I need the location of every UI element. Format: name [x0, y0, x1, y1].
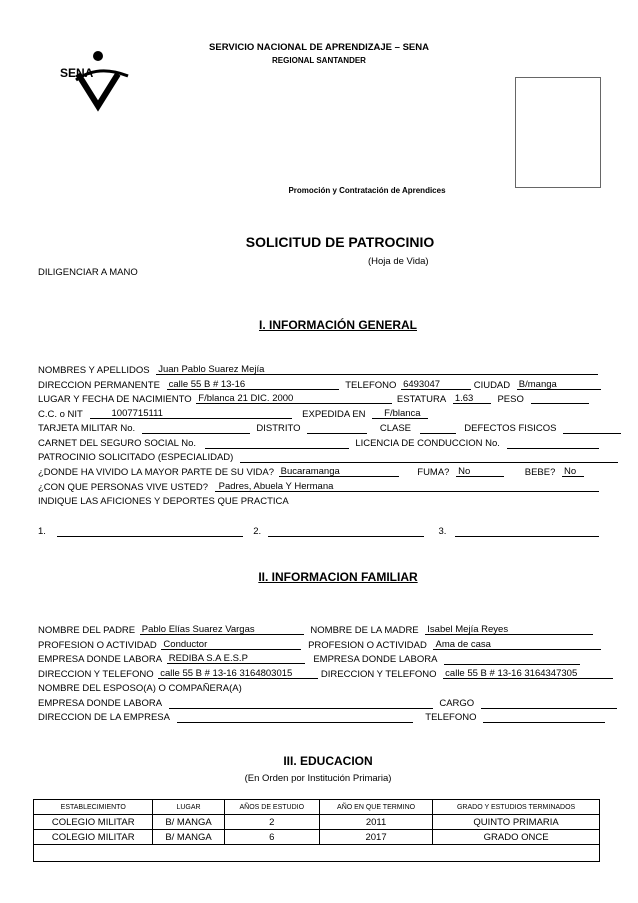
row-esposo — [38, 682, 600, 695]
cc-field[interactable]: 1007715111 — [90, 408, 292, 419]
diremp-field[interactable] — [177, 711, 413, 723]
education-table — [33, 799, 600, 862]
row-dirtel — [38, 668, 600, 681]
bebe-field[interactable]: No — [562, 466, 584, 477]
dir2-label: DIRECCION Y TELEFONO — [320, 669, 437, 680]
cell[interactable]: GRADO ONCE — [433, 830, 600, 845]
emp3-label: EMPRESA DONDE LABORA — [38, 698, 163, 709]
row-direccion-empresa — [38, 711, 600, 724]
vivido-label: ¿DONDE HA VIVIDO LA MAYOR PARTE DE SU VIDA? — [38, 467, 274, 478]
tarjeta-field[interactable] — [142, 422, 250, 434]
carnet-field[interactable] — [205, 437, 349, 449]
vivido-field[interactable]: Bucaramanga — [279, 466, 399, 477]
cell[interactable]: COLEGIO MILITAR — [34, 830, 153, 845]
expedida-field[interactable]: F/blanca — [372, 408, 428, 419]
telefono-label: TELEFONO — [345, 380, 397, 391]
cell[interactable]: COLEGIO MILITAR — [34, 815, 153, 830]
defectos-field[interactable] — [563, 422, 621, 434]
table-row — [34, 815, 600, 830]
table-row — [34, 830, 600, 845]
col-establecimiento: ESTABLECIMIENTO — [34, 800, 153, 815]
peso-label: PESO — [497, 394, 524, 405]
row-vivido — [38, 466, 600, 479]
row-nombres — [38, 364, 600, 377]
padre-label: NOMBRE DEL PADRE — [38, 625, 136, 636]
vive-field[interactable]: Padres, Abuela Y Hermana — [215, 481, 599, 492]
aficion-1-label: 1. — [38, 526, 46, 537]
telefono-field[interactable]: 6493047 — [401, 379, 471, 390]
cell[interactable]: B/ MANGA — [153, 830, 224, 845]
col-ano-termino: AÑO EN QUE TERMINO — [319, 800, 432, 815]
row-tarjeta — [38, 422, 600, 435]
row-padres — [38, 624, 600, 637]
tel-field[interactable] — [483, 711, 605, 723]
dir1-field[interactable]: calle 55 B # 13-16 3164803015 — [158, 668, 318, 679]
direccion-label: DIRECCION PERMANENTE — [38, 380, 160, 391]
distrito-field[interactable] — [307, 422, 367, 434]
tarjeta-label: TARJETA MILITAR No. — [38, 423, 136, 434]
cargo-label: CARGO — [439, 698, 475, 709]
licencia-field[interactable] — [507, 437, 599, 449]
cell[interactable]: 2 — [224, 815, 319, 830]
row-direccion — [38, 379, 600, 392]
cell[interactable]: 6 — [224, 830, 319, 845]
nombres-field[interactable]: Juan Pablo Suarez Mejía — [156, 364, 598, 375]
distrito-label: DISTRITO — [256, 423, 301, 434]
patrocinio-field[interactable] — [240, 451, 618, 463]
sena-logo — [58, 44, 138, 114]
row-cc — [38, 408, 600, 421]
section2-heading: II. INFORMACION FAMILIAR — [258, 570, 418, 584]
aficion-3-field[interactable] — [455, 525, 599, 537]
defectos-label: DEFECTOS FISICOS — [464, 423, 557, 434]
emp1-label: EMPRESA DONDE LABORA — [38, 654, 163, 665]
row-carnet — [38, 437, 600, 450]
lugar-field[interactable]: F/blanca 21 DIC. 2000 — [196, 393, 392, 404]
col-grado: GRADO Y ESTUDIOS TERMINADOS — [433, 800, 600, 815]
instruction-text: DILIGENCIAR A MANO — [38, 267, 138, 278]
education-header-row — [34, 800, 600, 815]
aficion-2-field[interactable] — [268, 525, 424, 537]
org-name: SERVICIO NACIONAL DE APRENDIZAJE – SENA — [209, 42, 429, 53]
document-title: SOLICITUD DE PATROCINIO — [245, 234, 435, 250]
row-aficiones — [38, 495, 600, 508]
fuma-label: FUMA? — [417, 467, 450, 478]
estatura-label: ESTATURA — [396, 394, 447, 405]
dir1-label: DIRECCION Y TELEFONO — [38, 669, 154, 680]
cell[interactable]: B/ MANGA — [153, 815, 224, 830]
esposo-label: NOMBRE DEL ESPOSO(A) O COMPAÑERA(A) — [38, 683, 242, 694]
ciudad-label: CIUDAD — [473, 380, 511, 391]
row-lugar — [38, 393, 600, 406]
tel-label: TELEFONO — [425, 712, 477, 723]
estatura-field[interactable]: 1.63 — [453, 393, 491, 404]
cell[interactable]: QUINTO PRIMARIA — [433, 815, 600, 830]
col-anos: AÑOS DE ESTUDIO — [224, 800, 319, 815]
row-emp3 — [38, 697, 600, 710]
prof1-field[interactable]: Conductor — [161, 639, 301, 650]
row-patrocinio — [38, 451, 600, 464]
section3-heading: III. EDUCACION — [283, 754, 373, 768]
aficiones-label: INDIQUE LAS AFICIONES Y DEPORTES QUE PRACTICA — [38, 496, 289, 507]
aficion-3-label: 3. — [438, 526, 447, 537]
row-profesion — [38, 639, 600, 652]
fuma-field[interactable]: No — [456, 466, 504, 477]
patrocinio-label: PATROCINIO SOLICITADO (ESPECIALIDAD) — [38, 452, 234, 463]
aficion-1-field[interactable] — [57, 525, 243, 537]
prof2-label: PROFESION O ACTIVIDAD — [308, 640, 427, 651]
table-row — [34, 845, 600, 862]
expedida-label: EXPEDIDA EN — [302, 409, 366, 420]
direccion-field[interactable]: calle 55 B # 13-16 — [167, 379, 339, 390]
section1-heading: I. INFORMACIÓN GENERAL — [259, 318, 417, 332]
emp2-field[interactable] — [444, 653, 580, 665]
row-empresa — [38, 653, 600, 666]
vive-label: ¿CON QUE PERSONAS VIVE USTED? — [38, 482, 208, 493]
licencia-label: LICENCIA DE CONDUCCION No. — [355, 438, 500, 449]
row-vive — [38, 481, 600, 494]
photo-box — [515, 77, 601, 188]
cargo-field[interactable] — [481, 697, 617, 709]
cell[interactable]: 2017 — [319, 830, 432, 845]
cc-label: C.C. o NIT — [38, 409, 83, 420]
ciudad-field[interactable]: B/manga — [517, 379, 601, 390]
emp3-field[interactable] — [169, 697, 433, 709]
madre-field[interactable]: Isabel Mejía Reyes — [425, 624, 593, 635]
prof1-label: PROFESION O ACTIVIDAD — [38, 640, 157, 651]
emp1-field[interactable]: REDIBA S.A E.S.P — [167, 653, 305, 664]
dir2-field[interactable]: calle 55 B # 13-16 3164347305 — [443, 668, 613, 679]
bebe-label: BEBE? — [524, 467, 556, 478]
nombres-label: NOMBRES Y APELLIDOS — [38, 365, 150, 376]
program-name: Promoción y Contratación de Aprendices — [288, 186, 446, 195]
col-lugar: LUGAR — [153, 800, 224, 815]
clase-label: CLASE — [379, 423, 412, 434]
clase-field[interactable] — [420, 422, 456, 434]
lugar-label: LUGAR Y FECHA DE NACIMIENTO — [38, 394, 192, 405]
empty-row-cell[interactable] — [34, 845, 600, 862]
peso-field[interactable] — [531, 393, 589, 404]
document-subtitle: (Hoja de Vida) — [368, 256, 429, 267]
padre-field[interactable]: Pablo Elías Suarez Vargas — [140, 624, 304, 635]
section3-subtitle: (En Orden por Institución Primaria) — [244, 773, 392, 784]
aficion-2-label: 2. — [253, 526, 262, 537]
region-name: REGIONAL SANTANDER — [272, 56, 366, 65]
cell[interactable]: 2011 — [319, 815, 432, 830]
row-aficiones-list — [38, 525, 600, 538]
logo-text: SENA — [60, 66, 94, 80]
emp2-label: EMPRESA DONDE LABORA — [313, 654, 438, 665]
madre-label: NOMBRE DE LA MADRE — [310, 625, 419, 636]
diremp-label: DIRECCION DE LA EMPRESA — [38, 712, 170, 723]
prof2-field[interactable]: Ama de casa — [433, 639, 601, 650]
carnet-label: CARNET DEL SEGURO SOCIAL No. — [38, 438, 197, 449]
